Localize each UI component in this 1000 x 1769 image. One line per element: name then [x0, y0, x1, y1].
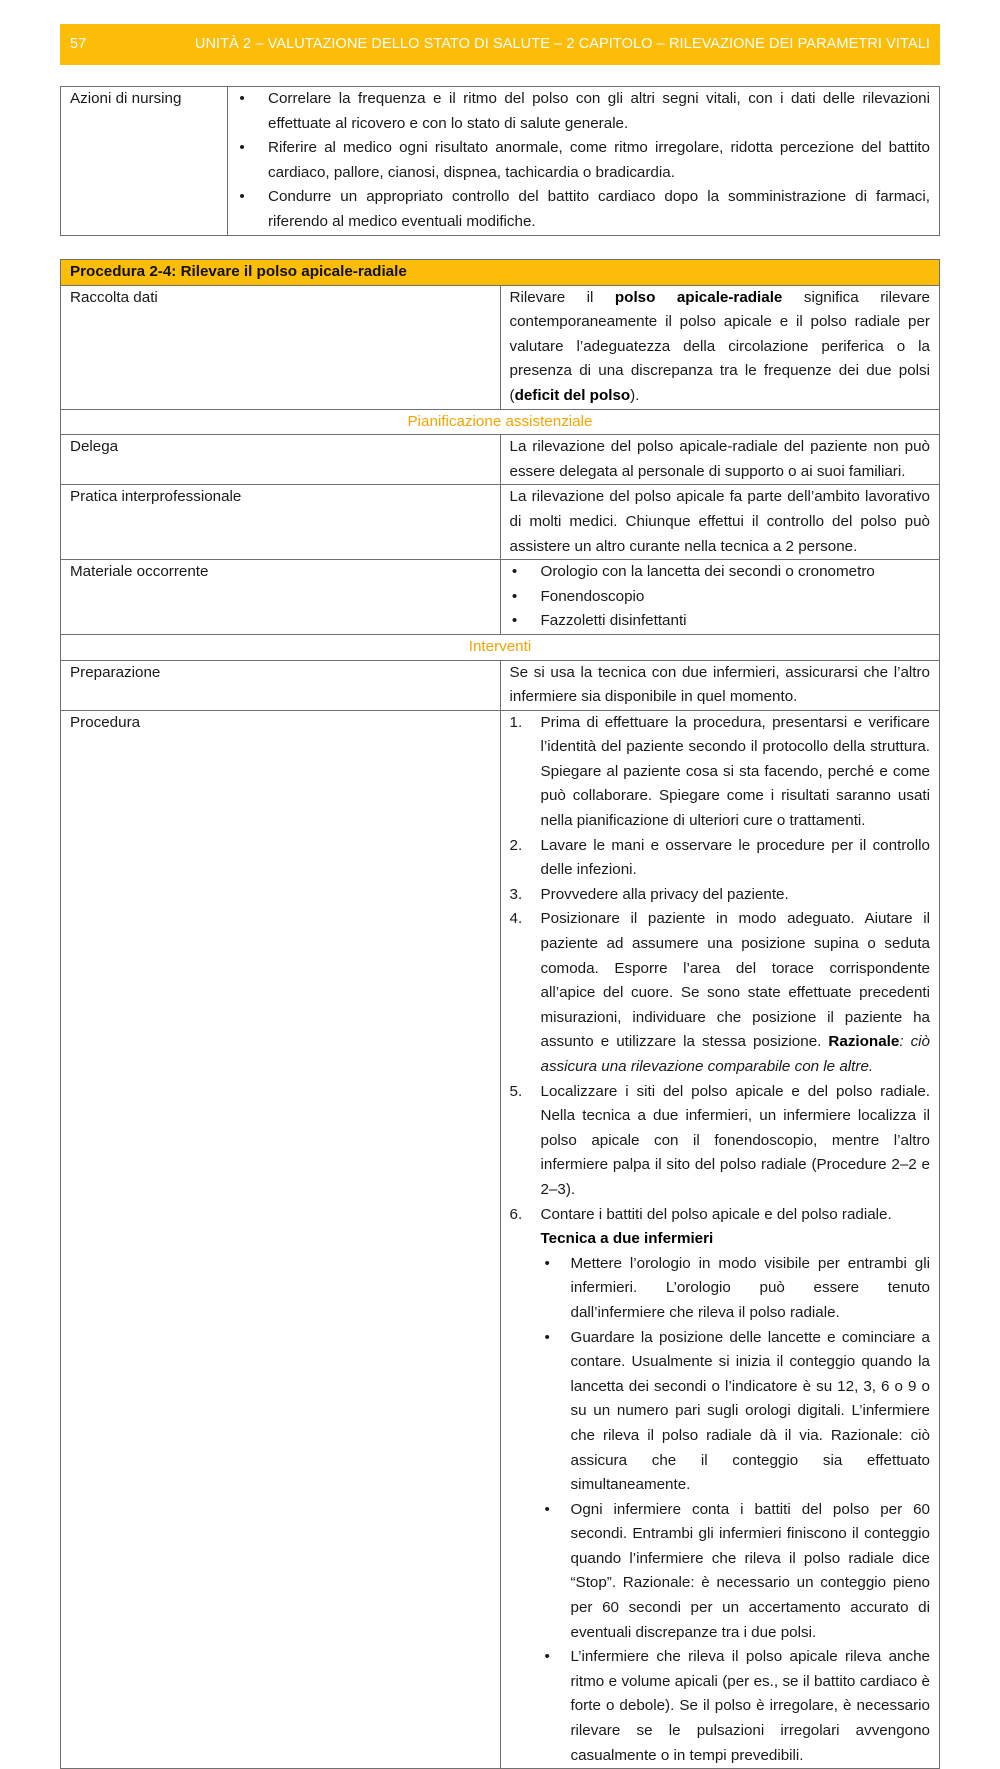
section-heading-interventions: Interventi: [61, 634, 940, 660]
list-item: • Riferire al medico ogni risultato anormale, come ritmo irregolare, ridotta percezione del battito cardiaco, pallore, cianosi, dispnea, tachicardia o bradicardia.: [237, 136, 930, 185]
data-collection-text: Rilevare il polso apicale-radiale significa rilevare contemporaneamente il polso apicale e il polso radiale per valutare l’adeguatezza della circolazione periferica o la presenza di una discrepanza tra le frequenze dei due polsi (deficit del polso).: [500, 285, 940, 409]
nursing-actions-list: [237, 87, 930, 235]
step-number: 2.: [509, 836, 523, 854]
page-number: 57: [70, 36, 87, 53]
chapter-title: UNITÀ 2 – VALUTAZIONE DELLO STATO DI SALUTE – 2 CAPITOLO – RILEVAZIONE DEI PARAMETRI VITALI: [194, 36, 930, 53]
step-item: 4. Posizionare il paziente in modo adeguato. Aiutare il paziente ad assumere una posizione supina o seduta comoda. Esporre l’area del torace corrispondente all’apice del cuore. Se sono state effettuate precedenti misurazioni, individuare che posizione il paziente ha assunto e utilizzare la stessa posizione. Razionale: ciò assicura una rilevazione comparabile con le altre.: [510, 907, 931, 1079]
list-item: • Condurre un appropriato controllo del battito cardiaco dopo la somministrazione di farmaci, riferendo al medico eventuali modifiche.: [237, 185, 930, 234]
section-row: [61, 634, 940, 660]
preparation-text: Se si usa la tecnica con due infermieri, assicurarsi che l’altro infermiere sia disponibile in quel momento.: [500, 660, 940, 710]
row-label: Pratica interprofessionale: [61, 485, 501, 560]
procedure-title: Procedura 2-4: Rilevare il polso apicale-radiale: [61, 260, 940, 286]
nursing-actions-content: [228, 87, 940, 236]
list-item: • L’infermiere che rileva il polso apicale rileva anche ritmo e volume apicali (per es., se il battito cardiaco è forte o debole). Se il polso è irregolare, è necessario rilevare se le pulsazioni irregolari avvengono casualmente o in tempi prevedibili.: [541, 1645, 931, 1768]
bold-term: polso apicale-radiale: [614, 288, 783, 306]
procedure-content: [500, 710, 940, 1769]
nursing-actions-row: [61, 87, 940, 236]
list-item: • Correlare la frequenza e il ritmo del polso con gli altri segni vitali, con i dati delle rilevazioni effettuate al ricovero e con lo stato di salute generale.: [237, 87, 930, 136]
bold-term: deficit del polso: [514, 386, 631, 404]
delegation-row: [61, 435, 940, 485]
step-item: 5. Localizzare i siti del polso apicale e del polso radiale. Nella tecnica a due infermieri, un infermiere localizza il polso apicale con il fonendoscopio, mentre l’altro infermiere palpa il sito del polso radiale (Procedure 2–2 e 2–3).: [510, 1080, 931, 1203]
rationale-label: Razionale: [828, 1033, 900, 1051]
technique-list: [541, 1252, 931, 1768]
list-item: • Guardare la posizione delle lancette e cominciare a contare. Usualmente si inizia il conteggio quando la lancetta dei secondi o l’indicatore è su 12, 3, 6 o 9 o su un numero pari sugli orologi digitali. L’infermiere che rileva il polso radiale dà il via. Razionale: ciò assicura che il conteggio sia effettuato simultaneamente.: [541, 1326, 931, 1498]
row-label: Procedura: [61, 710, 501, 1769]
data-collection-row: [61, 285, 940, 409]
list-item: • Ogni infermiere conta i battiti del polso per 60 secondi. Entrambi gli infermieri finiscono il conteggio quando l’infermiere che rileva il polso radiale dice “Stop”. Razionale: è necessario un conteggio pieno per 60 secondi per un accertamento accurato di eventuali discrepanze tra i due polsi.: [541, 1498, 931, 1646]
step-item: 3. Provvedere alla privacy del paziente.: [510, 883, 931, 908]
rationale-text: : ciò assicura una rilevazione comparabile con le altre.: [540, 1033, 930, 1075]
preparation-row: [61, 660, 940, 710]
step-number: 5.: [509, 1082, 523, 1100]
procedure-steps: [510, 711, 931, 1769]
row-label: Preparazione: [61, 660, 501, 710]
interprofessional-row: [61, 485, 940, 560]
step-number: 3.: [509, 885, 523, 903]
step-number: 4.: [509, 910, 523, 928]
list-item: • Mettere l’orologio in modo visibile per entrambi gli infermieri. L’orologio può essere tenuto dall’infermiere che rileva il polso radiale.: [541, 1252, 931, 1326]
row-label: Delega: [61, 435, 501, 485]
materials-list: [510, 560, 931, 634]
procedure-table: [60, 259, 940, 1769]
row-label: Raccolta dati: [61, 285, 501, 409]
row-label: Azioni di nursing: [61, 87, 228, 236]
section-row: [61, 409, 940, 435]
page-header: [60, 24, 940, 65]
step-number: 1.: [509, 713, 523, 731]
step-number: 6.: [509, 1205, 523, 1223]
procedure-title-row: [61, 260, 940, 286]
step-item: 2. Lavare le mani e osservare le procedure per il controllo delle infezioni.: [510, 834, 931, 883]
delegation-text: La rilevazione del polso apicale-radiale del paziente non può essere delegata al personale di supporto o ai suoi familiari.: [500, 435, 940, 485]
nursing-actions-table: [60, 86, 940, 236]
list-item: • Fazzoletti disinfettanti: [510, 609, 931, 634]
section-heading-planning: Pianificazione assistenziale: [61, 409, 940, 435]
list-item: • Fonendoscopio: [510, 585, 931, 610]
list-item: • Orologio con la lancetta dei secondi o cronometro: [510, 560, 931, 585]
interprofessional-text: La rilevazione del polso apicale fa parte dell’ambito lavorativo di molti medici. Chiunque effettui il controllo del polso può assistere un altro curante nella tecnica a 2 persone.: [500, 485, 940, 560]
technique-title: Tecnica a due infermieri: [540, 1230, 714, 1248]
step-item: 6. Contare i battiti del polso apicale e del polso radiale. Tecnica a due infermieri • Mettere l’orologio in modo visibile per entrambi gli infermieri. L’orologio può essere tenuto dall’infermiere che rileva il polso radiale. • Guardare la posizione delle lancette e cominciare a contare. Usualmente si inizia il conteggio quando la lancetta dei secondi o l’indicatore è su 12, 3, 6 o 9 o su un numero pari sugli orologi digitali. L’infermiere che rileva il polso radiale dà il via. Razionale: ciò assicura che il conteggio sia effettuato simultaneamente. • Ogni infermiere conta i battiti del polso per 60 secondi. Entrambi gli infermieri finiscono il conteggio quando l’infermiere che rileva il polso radiale dice “Stop”. Razionale: è necessario un conteggio pieno per 60 secondi per un accertamento accurato di eventuali discrepanze tra i due polsi. • L’infermiere che rileva il polso apicale rileva anche ritmo e volume apicali (per es., se il battito cardiaco è forte o debole). Se il polso è irregolare, è necessario rilevare se le pulsazioni irregolari avvengono casualmente o in tempi prevedibili.: [510, 1203, 931, 1769]
procedure-row: [61, 710, 940, 1769]
step-item: 1. Prima di effettuare la procedura, presentarsi e verificare l’identità del paziente secondo il protocollo della struttura. Spiegare al paziente cosa si sta facendo, perché e come può collaborare. Spiegare come i risultati saranno usati nella pianificazione di ulteriori cure o trattamenti.: [510, 711, 931, 834]
materials-row: [61, 560, 940, 635]
row-label: Materiale occorrente: [61, 560, 501, 635]
materials-content: [500, 560, 940, 635]
